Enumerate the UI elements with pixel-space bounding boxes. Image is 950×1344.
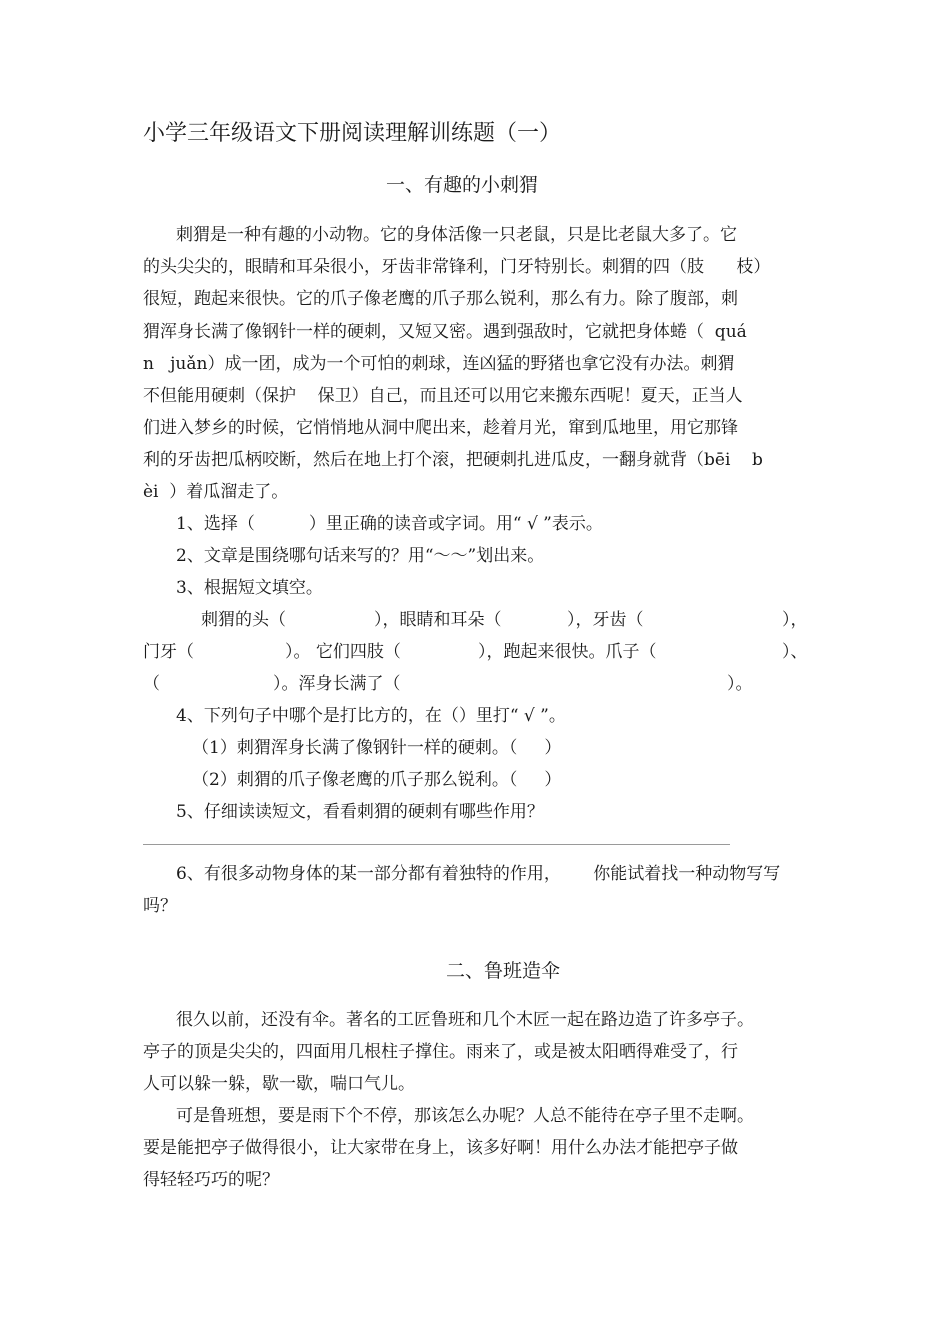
question-2: 2、文章是围绕哪句话来写的？用“～～”划出来。: [176, 546, 545, 566]
question-6-continued: 吗？: [143, 896, 177, 916]
passage2-line: 亭子的顶是尖尖的，四面用几根柱子撑住。雨来了，或是被太阳晒得难受了，行: [143, 1042, 738, 1062]
passage1-line: 们进入梦乡的时候，它悄悄地从洞中爬出来，趁着月光，窜到瓜地里，用它那锋: [143, 418, 738, 438]
fill-text: ），牙齿（: [567, 610, 644, 630]
passage1-line: 利的牙齿把瓜柄咬断，然后在地上打个滚，把硬刺扎进瓜皮，一翻身就背（bēi b: [143, 450, 763, 470]
question-5: 5、仔细读读短文，看看刺猬的硬刺有哪些作用？: [176, 802, 544, 822]
passage1-line: 很短，跑起来很快。它的爪子像老鹰的爪子那么锐利，那么有力。除了腹部，刺: [143, 289, 738, 309]
passage2-line: 要是能把亭子做得很小，让大家带在身上，该多好啊！用什么办法才能把亭子做: [143, 1138, 738, 1158]
passage2-line: 可是鲁班想，要是雨下个不停，那该怎么办呢？人总不能待在亭子里不走啊。: [176, 1106, 754, 1126]
question-1: 1、选择（ ）里正确的读音或字词。用“ √ ”表示。: [176, 514, 603, 534]
fill-text: ）、: [782, 642, 808, 662]
passage2-line: 得轻轻巧巧的呢？: [143, 1170, 279, 1190]
section1-heading: 一、有趣的小刺猬: [386, 174, 539, 196]
fill-text: ），眼睛和耳朵（: [374, 610, 502, 630]
fill-text: （: [143, 674, 160, 694]
question-4-option: （1）刺猬浑身长满了像钢针一样的硬刺。（ ）: [192, 738, 562, 758]
question-4-option: （2）刺猬的爪子像老鹰的爪子那么锐利。（ ）: [192, 770, 562, 790]
question-3: 3、根据短文填空。: [176, 578, 323, 598]
fill-text: ），跑起来很快。爪子（: [478, 642, 657, 662]
question-4: 4、下列句子中哪个是打比方的，在（）里打“ √ ”。: [176, 706, 566, 726]
answer-line: [143, 844, 730, 845]
fill-text: ）。 它们四肢（: [285, 642, 401, 662]
passage1-line: 猬浑身长满了像钢针一样的硬刺，又短又密。遇到强敌时，它就把身体蜷（ quá: [143, 322, 747, 342]
passage1-line: èi ）着瓜溜走了。: [143, 482, 289, 502]
section2-heading: 二、鲁班造伞: [446, 960, 561, 982]
passage1-line: 刺猬是一种有趣的小动物。它的身体活像一只老鼠，只是比老鼠大多了。它: [176, 225, 737, 245]
passage1-line: n juǎn）成一团，成为一个可怕的刺球，连凶猛的野猪也拿它没有办法。刺猬: [143, 354, 735, 374]
passage2-line: 人可以躲一躲，歇一歇，喘口气儿。: [143, 1074, 415, 1094]
passage1-line: 的头尖尖的，眼睛和耳朵很小，牙齿非常锋利，门牙特别长。刺猬的四（肢 枝）: [143, 257, 771, 277]
question-6: 6、有很多动物身体的某一部分都有着独特的作用， 你能试着找一种动物写写: [176, 864, 781, 884]
fill-text: ）。: [727, 674, 753, 694]
page-title: 小学三年级语文下册阅读理解训练题（一）: [143, 121, 562, 146]
fill-text: ），: [782, 610, 808, 630]
passage1-line: 不但能用硬刺（保护 保卫）自己，而且还可以用它来搬东西呢！夏天，正当人: [143, 386, 743, 406]
fill-text: 刺猬的头（: [201, 610, 286, 630]
passage2-line: 很久以前，还没有伞。著名的工匠鲁班和几个木匠一起在路边造了许多亭子。: [176, 1010, 754, 1030]
fill-text: ）。浑身长满了（: [273, 674, 401, 694]
fill-text: 门牙（: [143, 642, 194, 662]
